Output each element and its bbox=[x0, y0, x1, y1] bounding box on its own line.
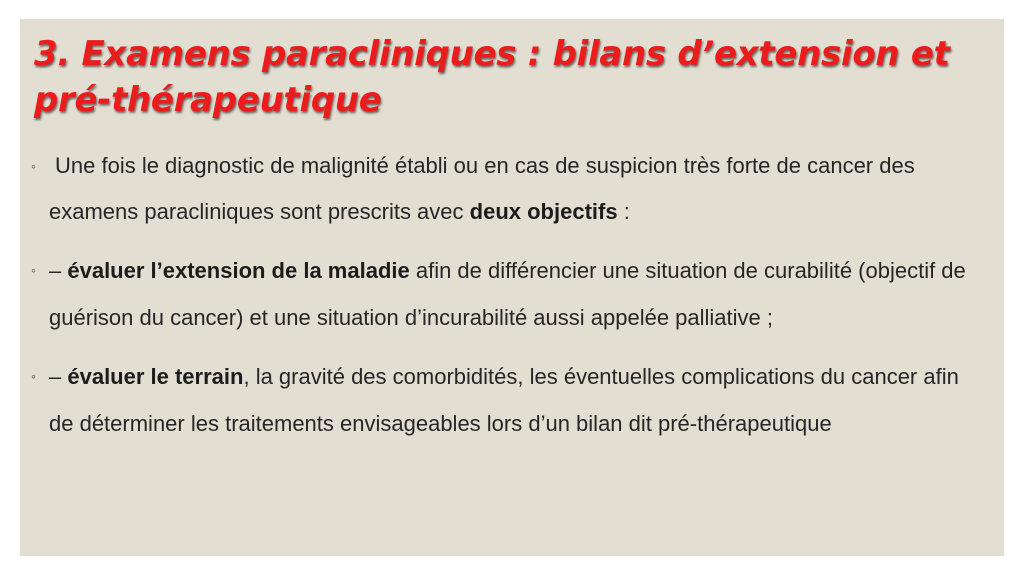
bullet-marker-icon: ◦ bbox=[31, 262, 36, 278]
bullet-item-intro bbox=[20, 143, 989, 235]
bullet-dash: – bbox=[49, 258, 68, 283]
bullet-bold-text: évaluer l’extension de la maladie bbox=[67, 258, 410, 283]
slide-title: 3. Examens paracliniques : bilans d’extension et pré-thérapeutique bbox=[34, 34, 950, 120]
bullet-text: afin de différencier une situation de curabilité (objectif de guérison du cancer) et une situation d’incurabilité aussi appelée palliative ; bbox=[49, 258, 966, 330]
bullet-text-end: : bbox=[617, 199, 630, 224]
bullet-bold-text: évaluer le terrain bbox=[67, 364, 244, 389]
bullet-list bbox=[20, 143, 1004, 459]
bullet-item-terrain bbox=[20, 353, 989, 447]
bullet-text: , la gravité des comorbidités, les éventuelles complications du cancer afin de déterminer les traitements envisageables lors d’un bilan dit pré-thérapeutique bbox=[49, 364, 959, 436]
bullet-bold-text: deux objectifs bbox=[469, 199, 618, 224]
bullet-text: Une fois le diagnostic de malignité établi ou en cas de suspicion très forte de cancer des examens paracliniques sont prescrits avec bbox=[49, 153, 915, 224]
bullet-marker-icon: ◦ bbox=[31, 158, 36, 174]
bullet-dash: – bbox=[49, 364, 68, 389]
bullet-item-extension bbox=[20, 247, 989, 341]
slide bbox=[20, 19, 1004, 556]
bullet-marker-icon: ◦ bbox=[31, 368, 36, 384]
